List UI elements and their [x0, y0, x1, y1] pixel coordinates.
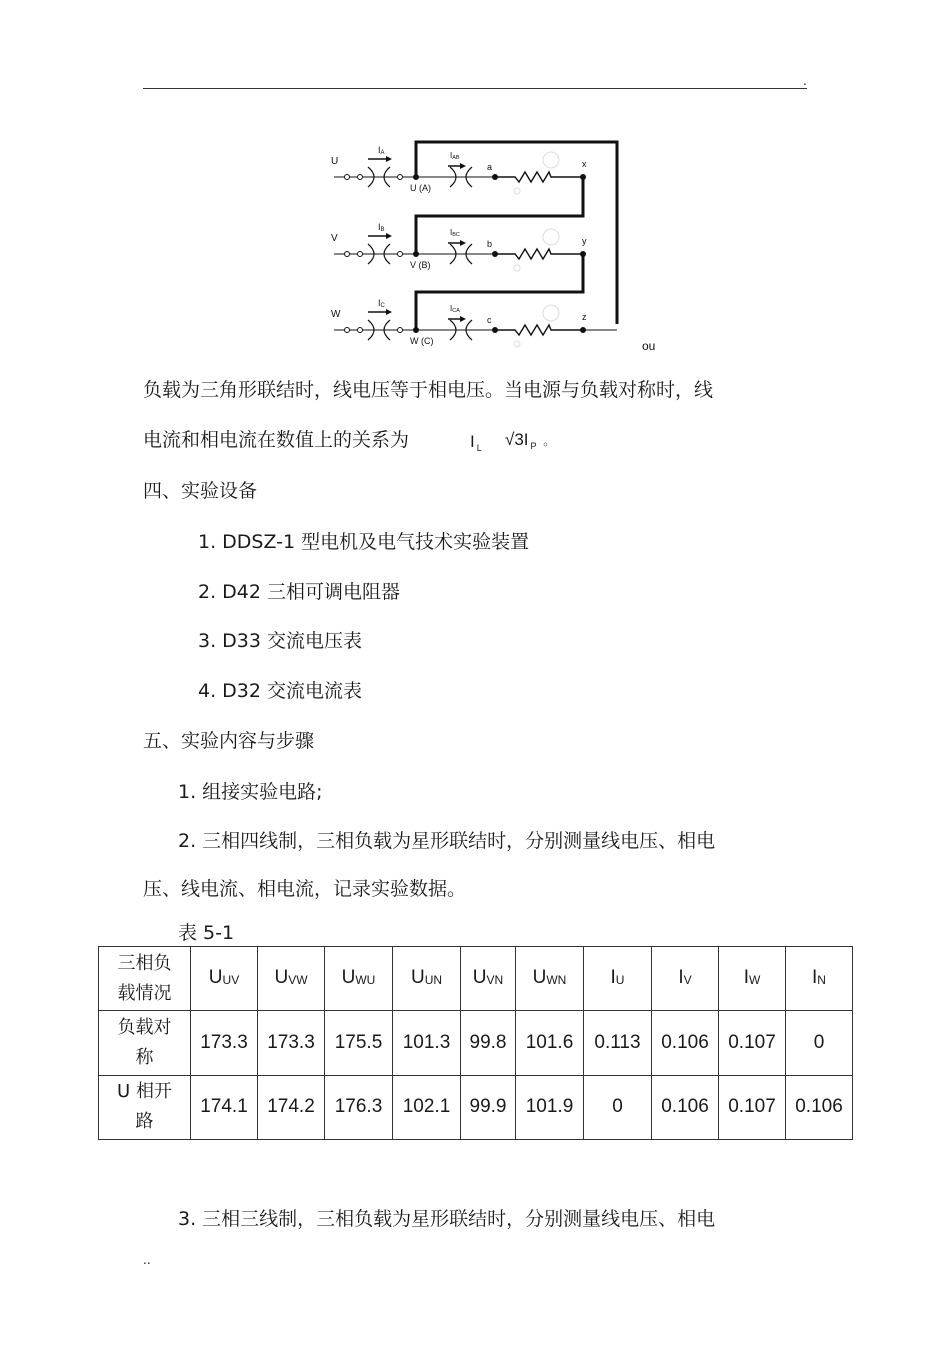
- table-cell: 0: [786, 1011, 853, 1075]
- line-current-label: IB: [378, 222, 385, 233]
- table-cell: 101.9: [516, 1075, 584, 1139]
- phase-current-label: IBC: [450, 228, 460, 238]
- current-arrow-head: [386, 233, 392, 239]
- table-cell: 101.6: [516, 1011, 584, 1075]
- terminal-dot: [398, 252, 403, 257]
- equipment-item-1: 1. DDSZ-1 型电机及电气技术实验装置: [198, 531, 530, 553]
- line-current-label: IC: [378, 298, 385, 309]
- source-label: V: [331, 233, 338, 244]
- para-current-relation: 电流和相电流在数值上的关系为: [143, 429, 410, 451]
- table-cell: 0.106: [652, 1075, 719, 1139]
- table-cell: 174.2: [258, 1075, 325, 1139]
- table-cell: 0: [584, 1075, 652, 1139]
- header-rule: [143, 88, 807, 89]
- header-cell: $U_{UV}$: [191, 947, 258, 1011]
- header-cell: $U_{UN}$: [393, 947, 461, 1011]
- faint-circle-icon: [543, 305, 559, 321]
- table-cell: 0.107: [719, 1011, 786, 1075]
- terminal-dot: [345, 328, 350, 333]
- terminal-dot: [358, 252, 363, 257]
- load-end-label: z: [582, 312, 587, 322]
- phase-current-label: ICA: [450, 304, 460, 314]
- header-cell: $U_{WU}$: [325, 947, 393, 1011]
- terminal-dot: [398, 328, 403, 333]
- table-cell: 0.107: [719, 1075, 786, 1139]
- faint-circle-icon: [514, 265, 520, 271]
- formula-sqrt3-ip: √3I $_P$ 。: [505, 430, 556, 451]
- table-row-u-open: [99, 1075, 853, 1139]
- table-cell: 174.1: [191, 1075, 258, 1139]
- table-cell: 175.5: [325, 1011, 393, 1075]
- step-2-line-2: 压、线电流、相电流，记录实验数据。: [143, 878, 467, 900]
- table-cell: 0.106: [786, 1075, 853, 1139]
- current-arrow-head: [386, 309, 392, 315]
- load-start-label: a: [487, 162, 493, 172]
- equipment-item-2: 2. D42 三相可调电阻器: [198, 581, 401, 603]
- terminal-dot: [345, 175, 350, 180]
- table-cell: 176.3: [325, 1075, 393, 1139]
- source-label: U: [331, 156, 339, 167]
- delta-circuit-diagram: [320, 130, 665, 362]
- table-cell: 102.1: [393, 1075, 461, 1139]
- table-caption: 表 5-1: [178, 922, 235, 944]
- header-cell: $I_N$: [786, 947, 853, 1011]
- table-cell: 0.106: [652, 1011, 719, 1075]
- header-mark: .: [803, 74, 807, 88]
- current-arrow-head: [386, 156, 392, 162]
- terminal-dot: [345, 252, 350, 257]
- table-cell: 101.3: [393, 1011, 461, 1075]
- bus-wire-bc: [416, 254, 583, 330]
- section-4-heading: 四、实验设备: [143, 480, 258, 502]
- load-resistor: [495, 249, 583, 259]
- node-label: U (A): [410, 183, 431, 193]
- step-2-line-1: 2. 三相四线制，三相负载为星形联结时，分别测量线电压、相电: [178, 830, 716, 852]
- table-5-1: [98, 946, 853, 1140]
- step-1: 1. 组接实验电路;: [178, 781, 323, 803]
- header-cell: $U_{VN}$: [461, 947, 516, 1011]
- equipment-item-3: 3. D33 交流电压表: [198, 630, 363, 652]
- node-label: V (B): [410, 260, 431, 270]
- bus-wire-ab: [416, 177, 583, 254]
- load-resistor: [495, 172, 583, 182]
- header-cell: $I_U$: [584, 947, 652, 1011]
- source-label: W: [331, 309, 341, 320]
- header-cell: $I_V$: [652, 947, 719, 1011]
- corner-label: ou: [642, 339, 656, 353]
- node-label: W (C): [410, 336, 434, 346]
- load-end-label: y: [582, 236, 587, 246]
- load-end-label: x: [582, 159, 587, 169]
- footer-mark: ..: [143, 1253, 151, 1267]
- load-start-label: c: [487, 315, 492, 325]
- current-arrow-head: [460, 240, 466, 246]
- faint-circle-icon: [514, 188, 520, 194]
- para-delta-relation: 负载为三角形联结时，线电压等于相电压。当电源与负载对称时，线: [143, 379, 714, 401]
- terminal-dot: [358, 175, 363, 180]
- table-row-symmetric: [99, 1011, 853, 1075]
- table-cell: 0.113: [584, 1011, 652, 1075]
- step-3: 3. 三相三线制，三相负载为星形联结时，分别测量线电压、相电: [178, 1208, 716, 1230]
- table-cell: 173.3: [258, 1011, 325, 1075]
- phase-current-label: IAB: [450, 151, 460, 161]
- table-cell: 99.9: [461, 1075, 516, 1139]
- header-load-condition: 三相负 载情况: [99, 947, 191, 1011]
- line-current-label: IA: [378, 145, 385, 156]
- load-resistor: [495, 325, 583, 335]
- formula-il: I $_L$: [470, 432, 482, 453]
- row-label: 负载对 称: [99, 1011, 191, 1075]
- row-label: U 相开 路: [99, 1075, 191, 1139]
- header-cell: $U_{WN}$: [516, 947, 584, 1011]
- table-header-row: [99, 947, 853, 1011]
- faint-circle-icon: [543, 152, 559, 168]
- header-cell: $U_{VW}$: [258, 947, 325, 1011]
- load-start-label: b: [487, 239, 493, 249]
- current-arrow-head: [460, 316, 466, 322]
- faint-circle-icon: [514, 341, 520, 347]
- terminal-dot: [398, 175, 403, 180]
- table-cell: 99.8: [461, 1011, 516, 1075]
- terminal-dot: [358, 328, 363, 333]
- section-5-heading: 五、实验内容与步骤: [143, 730, 315, 752]
- faint-circle-icon: [543, 229, 559, 245]
- table-cell: 173.3: [191, 1011, 258, 1075]
- current-arrow-head: [460, 163, 466, 169]
- bus-wire-top: [416, 142, 617, 324]
- header-cell: $I_W$: [719, 947, 786, 1011]
- equipment-item-4: 4. D32 交流电流表: [198, 680, 363, 702]
